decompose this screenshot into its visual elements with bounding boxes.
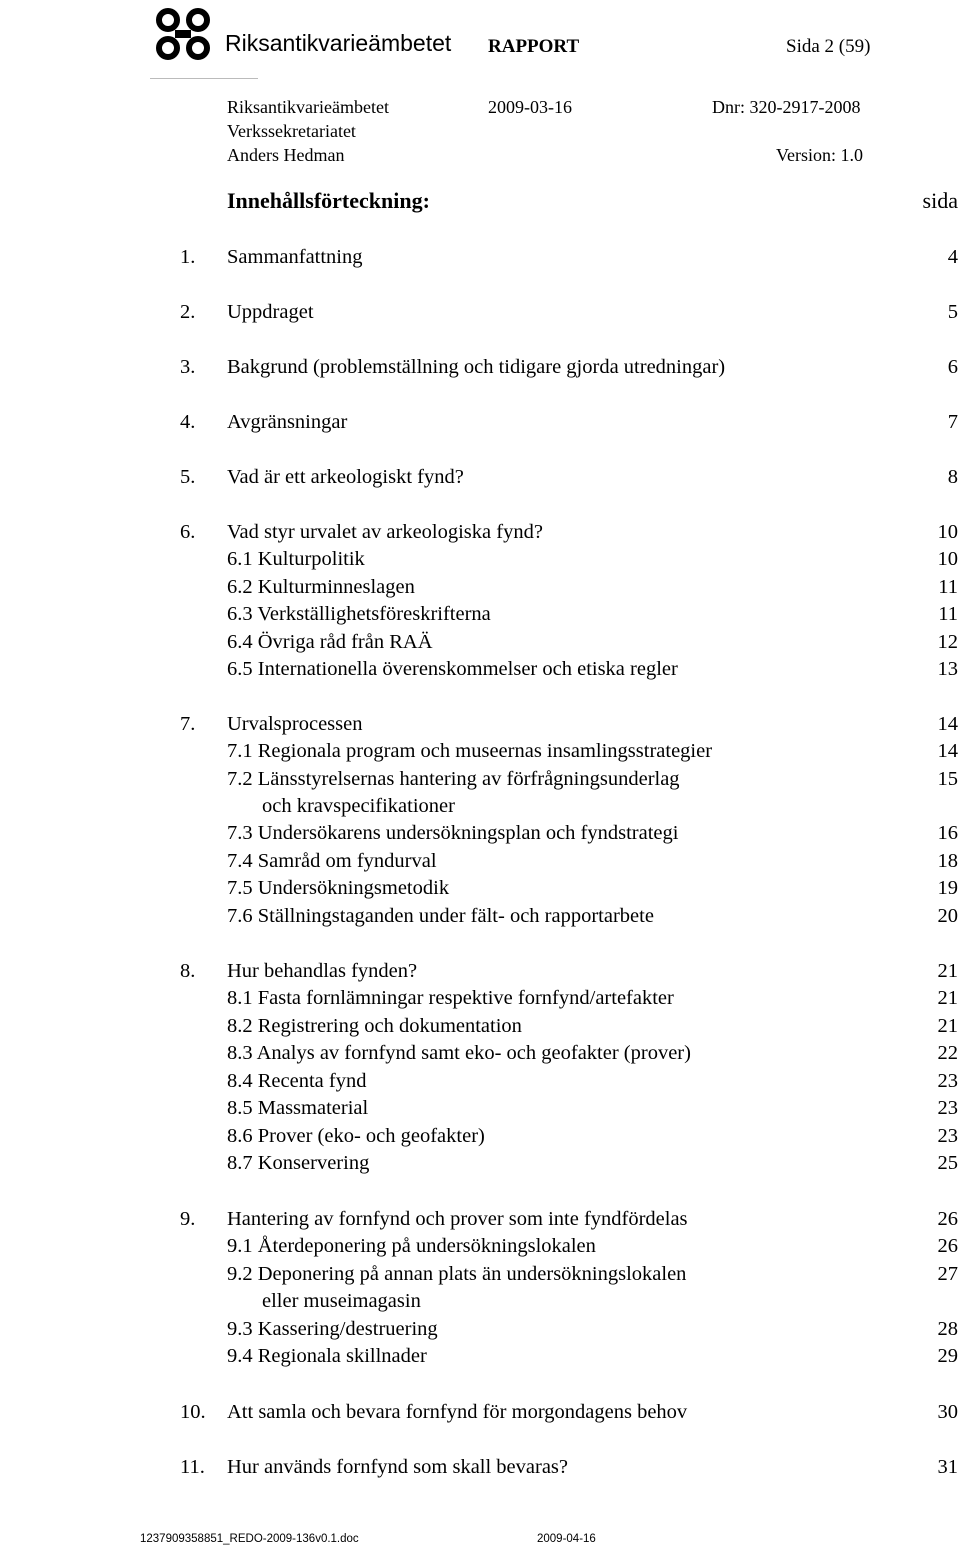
toc-entry-title: Vad är ett arkeologiskt fynd? [227, 466, 464, 488]
toc-entry [0, 988, 960, 1012]
toc-entry-title: 6.2 Kulturminneslagen [227, 576, 415, 598]
toc-entry [0, 1236, 960, 1260]
toc-entry-title: 8.7 Konservering [227, 1152, 370, 1174]
toc-entry-page: 11 [938, 603, 958, 625]
toc-entry [0, 851, 960, 875]
toc-entry-title: 6.3 Verkställighetsföreskrifterna [227, 603, 491, 625]
toc-entry-title: Avgränsningar [227, 411, 348, 433]
toc-entry-page: 10 [937, 521, 958, 543]
toc-entry-number: 11. [180, 1456, 205, 1478]
toc-entry [0, 549, 960, 573]
toc-entry [0, 906, 960, 930]
toc-entry-title: Hantering av fornfynd och prover som inte fyndfördelas [227, 1208, 688, 1230]
toc-entry-number: 8. [180, 960, 196, 982]
toc-entry-title-continuation: eller museimagasin [262, 1290, 421, 1312]
toc-entry-title: Uppdraget [227, 301, 314, 323]
toc-entry-page: 15 [937, 768, 958, 790]
toc-entry [0, 823, 960, 847]
toc-entry-title: 9.2 Deponering på annan plats än undersökningslokalen [227, 1263, 687, 1285]
org-logo-text: Riksantikvarieämbetet [225, 30, 452, 56]
toc-page-column-label: sida [922, 188, 958, 213]
toc-entry-title: 9.1 Återdeponering på undersökningslokalen [227, 1235, 596, 1257]
meta-dnr: Dnr: 320-2917-2008 [712, 97, 861, 117]
toc-entry-page: 4 [947, 246, 958, 268]
toc-entry [0, 467, 960, 491]
meta-unit: Verkssekretariatet [227, 121, 356, 141]
toc-entry-page: 22 [937, 1042, 958, 1064]
toc-entry [0, 632, 960, 656]
toc-entry-title: 8.5 Massmaterial [227, 1097, 369, 1119]
toc-entry [0, 247, 960, 271]
toc-entry [0, 659, 960, 683]
toc-entry-page: 30 [937, 1401, 958, 1423]
toc-entry [0, 577, 960, 601]
page-number: Sida 2 (59) [786, 36, 871, 57]
footer-filename: 1237909358851_REDO-2009-136v0.1.doc [140, 1533, 359, 1545]
toc-entry [0, 1098, 960, 1122]
toc-entry-page: 10 [937, 548, 958, 570]
toc-entry-title-continuation: och kravspecifikationer [262, 795, 455, 817]
toc-entry [0, 604, 960, 628]
toc-entry-number: 7. [180, 713, 196, 735]
toc-entry-page: 8 [947, 466, 958, 488]
toc-entry-title: 8.6 Prover (eko- och geofakter) [227, 1125, 485, 1147]
toc-entry [0, 1043, 960, 1067]
toc-entry-title: Att samla och bevara fornfynd för morgondagens behov [227, 1401, 688, 1423]
toc-entry-title: 7.2 Länsstyrelsernas hantering av förfrågningsunderlag [227, 768, 680, 790]
toc-entry [0, 1264, 960, 1314]
toc-entry-page: 28 [937, 1318, 958, 1340]
toc-entry [0, 769, 960, 819]
toc-entry-title: Urvalsprocessen [227, 713, 363, 735]
toc-entry-page: 25 [937, 1152, 958, 1174]
toc-title: Innehållsförteckning: [227, 188, 430, 213]
toc-entry-title: 6.4 Övriga råd från RAÄ [227, 631, 433, 653]
toc-entry-title: 7.5 Undersökningsmetodik [227, 877, 450, 899]
toc-entry-title: 8.1 Fasta fornlämningar respektive fornfynd/artefakter [227, 987, 674, 1009]
toc-entry-number: 9. [180, 1208, 196, 1230]
toc-entry-number: 10. [180, 1401, 206, 1423]
toc-entry-page: 14 [937, 713, 958, 735]
toc-entry-page: 26 [937, 1208, 958, 1230]
toc-entry [0, 1071, 960, 1095]
toc-entry-page: 7 [947, 411, 958, 433]
toc-entry-page: 23 [937, 1125, 958, 1147]
toc-entry [0, 1016, 960, 1040]
toc-entry-number: 4. [180, 411, 196, 433]
toc-entry-page: 16 [937, 822, 958, 844]
meta-date: 2009-03-16 [488, 97, 572, 117]
toc-entry-number: 3. [180, 356, 196, 378]
toc-entry [0, 878, 960, 902]
meta-author: Anders Hedman [227, 145, 345, 165]
toc-entry-page: 6 [947, 356, 958, 378]
toc-entry-page: 21 [937, 960, 958, 982]
toc-entry-title: Hur behandlas fynden? [227, 960, 418, 982]
toc-entry [0, 1457, 960, 1481]
toc-entry [0, 1319, 960, 1343]
toc-entry-page: 5 [947, 301, 958, 323]
toc-entry-number: 1. [180, 246, 196, 268]
toc-entry-page: 14 [937, 740, 958, 762]
toc-entry-title: 7.3 Undersökarens undersökningsplan och fyndstrategi [227, 822, 679, 844]
toc-entry-title: 8.4 Recenta fynd [227, 1070, 367, 1092]
toc-entry-title: 6.5 Internationella överenskommelser och etiska regler [227, 658, 678, 680]
toc-entry-page: 21 [937, 1015, 958, 1037]
toc-entry-number: 2. [180, 301, 196, 323]
toc-entry-page: 20 [937, 905, 958, 927]
report-label: RAPPORT [488, 36, 580, 57]
toc-entry-page: 31 [937, 1456, 958, 1478]
footer-date: 2009-04-16 [537, 1533, 596, 1545]
toc-entry-title: 9.3 Kassering/destruering [227, 1318, 438, 1340]
toc-entry-title: 8.3 Analys av fornfynd samt eko- och geofakter (prover) [227, 1042, 691, 1064]
toc-entry [0, 412, 960, 436]
toc-entry-title: 8.2 Registrering och dokumentation [227, 1015, 522, 1037]
toc-entry-title: 7.1 Regionala program och museernas insamlingsstrategier [227, 740, 713, 762]
toc-entry [0, 1209, 960, 1233]
toc-entry [0, 1153, 960, 1177]
toc-entry-title: 7.6 Ställningstaganden under fält- och rapportarbete [227, 905, 654, 927]
toc-entry [0, 1402, 960, 1426]
toc-entry-title: 7.4 Samråd om fyndurval [227, 850, 437, 872]
toc-entry-page: 11 [938, 576, 958, 598]
toc-entry-number: 5. [180, 466, 196, 488]
toc-entry-title: Vad styr urvalet av arkeologiska fynd? [227, 521, 543, 543]
toc-entry-page: 13 [937, 658, 958, 680]
toc-entry-page: 19 [937, 877, 958, 899]
meta-org: Riksantikvarieämbetet [227, 97, 389, 117]
toc-entry-page: 26 [937, 1235, 958, 1257]
toc-entry-number: 6. [180, 521, 196, 543]
toc-entry [0, 961, 960, 985]
toc-entry-page: 29 [937, 1345, 958, 1367]
toc-entry-title: 6.1 Kulturpolitik [227, 548, 365, 570]
toc-entry-page: 27 [937, 1263, 958, 1285]
toc-entry-page: 23 [937, 1097, 958, 1119]
toc-entry [0, 1346, 960, 1370]
toc-entry [0, 1126, 960, 1150]
toc-entry-page: 12 [937, 631, 958, 653]
toc-entry-page: 21 [937, 987, 958, 1009]
toc-entry-title: Sammanfattning [227, 246, 363, 268]
toc-entry [0, 522, 960, 546]
toc-entry-page: 23 [937, 1070, 958, 1092]
toc-entry-page: 18 [937, 850, 958, 872]
toc-entry [0, 741, 960, 765]
toc-entry [0, 714, 960, 738]
toc-entry [0, 302, 960, 326]
toc-entry-title: Bakgrund (problemställning och tidigare gjorda utredningar) [227, 356, 726, 378]
toc-entry [0, 357, 960, 381]
meta-version: Version: 1.0 [776, 145, 863, 165]
toc-entry-title: 9.4 Regionala skillnader [227, 1345, 427, 1367]
toc-entry-title: Hur används fornfynd som skall bevaras? [227, 1456, 569, 1478]
